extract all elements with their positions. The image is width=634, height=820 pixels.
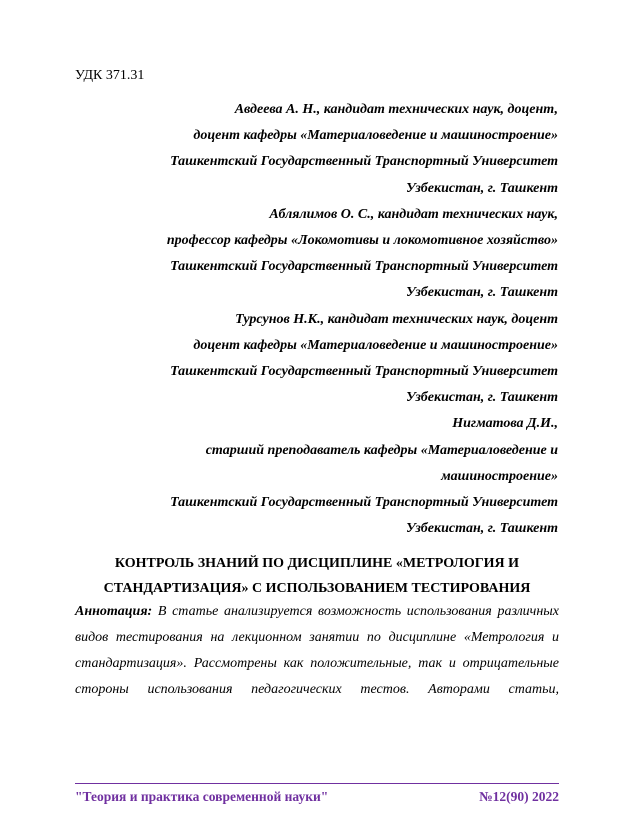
- title-line: СТАНДАРТИЗАЦИЯ» С ИСПОЛЬЗОВАНИЕМ ТЕСТИРОВАНИЯ: [103, 581, 531, 596]
- author-line: Ташкентский Государственный Транспортный Университет: [170, 154, 558, 170]
- author-line: Авдеева А. Н., кандидат технических наук, доцент,: [234, 102, 558, 117]
- abstract: [75, 599, 559, 703]
- author-line: Узбекистан, г. Ташкент: [406, 521, 558, 537]
- author-line: доцент кафедры «Материаловедение и машиностроение»: [193, 128, 558, 144]
- author-line: Турсунов Н.К., кандидат технических наук, доцент: [235, 311, 558, 327]
- abstract-line: стандартизация». Рассмотрены как положительные, так и отрицательные: [75, 656, 559, 671]
- author-line: старший преподаватель кафедры «Материаловедение и: [205, 442, 558, 458]
- abstract-label: Аннотация:: [75, 604, 153, 619]
- title-line: КОНТРОЛЬ ЗНАНИЙ ПО ДИСЦИПЛИНЕ «МЕТРОЛОГИЯ И: [114, 556, 520, 571]
- udc-code: УДК 371.31: [75, 68, 145, 83]
- abstract-line: стороны использования педагогических тестов. Авторами статьи,: [75, 682, 559, 697]
- author-line: Узбекистан, г. Ташкент: [406, 285, 558, 301]
- abstract-text: В статье анализируется возможность использования различных: [152, 604, 559, 619]
- abstract-line: [75, 599, 559, 625]
- author-line: профессор кафедры «Локомотивы и локомотивное хозяйство»: [166, 233, 558, 249]
- journal-name: "Теория и практика современной науки": [75, 789, 329, 804]
- author-line: Нигматова Д.И.,: [452, 416, 558, 432]
- footer-divider: [75, 783, 559, 784]
- author-line: Аблялимов О. С., кандидат технических наук,: [269, 206, 558, 222]
- author-line: Узбекистан, г. Ташкент: [406, 390, 558, 406]
- author-line: Ташкентский Государственный Транспортный Университет: [170, 364, 558, 380]
- author-line: Ташкентский Государственный Транспортный Университет: [170, 495, 558, 511]
- author-line: доцент кафедры «Материаловедение и машиностроение»: [193, 337, 558, 353]
- abstract-line: видов тестирования на лекционном занятии по дисциплине «Метрология и: [75, 630, 559, 645]
- author-affiliations: [58, 97, 558, 542]
- author-line: машиностроение»: [441, 468, 558, 484]
- author-line: Ташкентский Государственный Транспортный Университет: [170, 259, 558, 275]
- issue-number: №12(90) 2022: [479, 789, 559, 804]
- article-title: [75, 551, 559, 601]
- author-line: Узбекистан, г. Ташкент: [406, 180, 558, 196]
